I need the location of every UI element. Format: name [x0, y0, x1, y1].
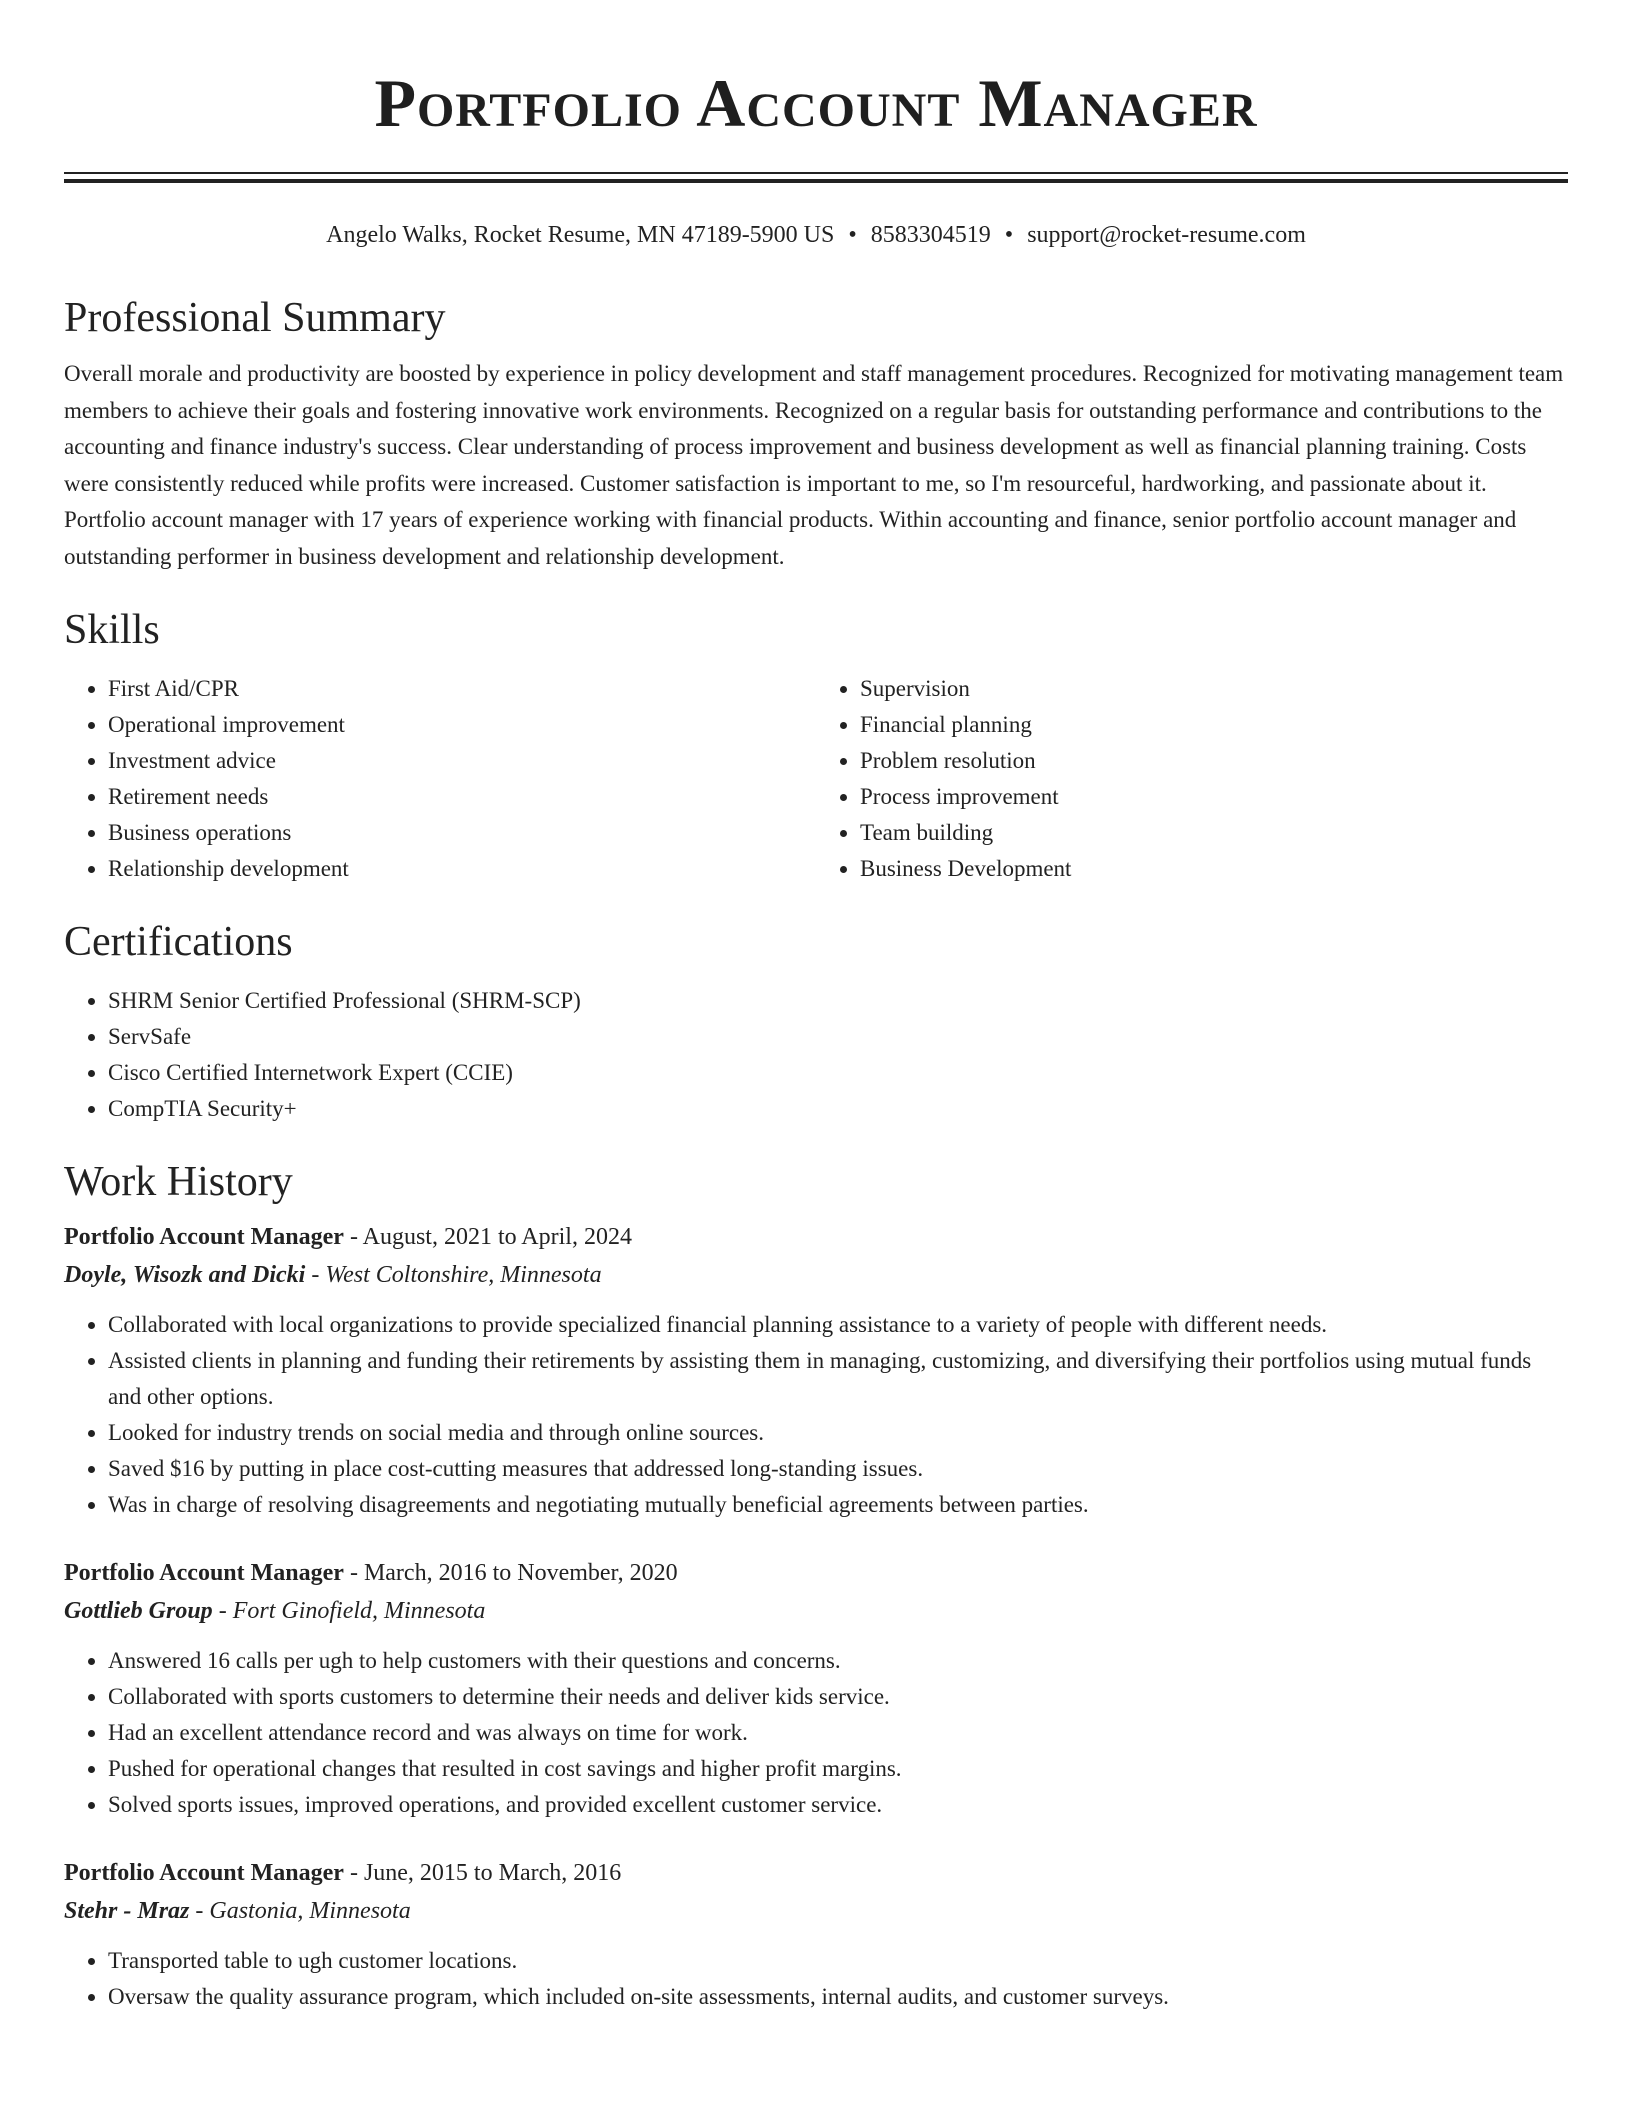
contact-address: Angelo Walks, Rocket Resume, MN 47189-5900 US — [326, 222, 835, 248]
skill-item: • Investment advice — [108, 743, 816, 779]
certification-item: • ServSafe — [108, 1019, 1568, 1055]
job-title: Portfolio Account Manager — [64, 1860, 344, 1886]
job-bullet: • Saved $16 by putting in place cost-cutting measures that addressed long-standing issues. — [108, 1451, 1568, 1487]
certifications-list — [64, 983, 1568, 1127]
skill-item: • Operational improvement — [108, 707, 816, 743]
certification-item: • SHRM Senior Certified Professional (SHRM-SCP) — [108, 983, 1568, 1019]
contact-separator: • — [1004, 222, 1014, 248]
job-company: Gottlieb Group — [64, 1598, 213, 1624]
skill-item: • First Aid/CPR — [108, 671, 816, 707]
contact-separator: • — [848, 222, 857, 248]
job-title-line — [64, 1855, 1568, 1891]
job-bullet-list — [64, 1307, 1568, 1523]
job-bullet: • Had an excellent attendance record and was always on time for work. — [108, 1715, 1568, 1751]
job-company-line — [64, 1593, 1568, 1629]
resume-title: Portfolio Account Manager — [374, 65, 1258, 141]
title-divider-thin — [64, 172, 1568, 174]
job-dates: August, 2021 to April, 2024 — [362, 1224, 632, 1250]
job-dates: June, 2015 to March, 2016 — [363, 1860, 622, 1886]
contact-phone: 8583304519 — [870, 222, 991, 248]
skill-item: • Team building — [860, 815, 1568, 851]
job-dash: - — [212, 1598, 233, 1624]
skill-item: • Supervision — [860, 671, 1568, 707]
skill-item: • Business operations — [108, 815, 816, 851]
job-title-line — [64, 1555, 1568, 1591]
job-location: Fort Ginofield, Minnesota — [232, 1598, 486, 1624]
job-title: Portfolio Account Manager — [64, 1224, 344, 1250]
job-location: Gastonia, Minnesota — [209, 1898, 411, 1924]
job-bullet: • Was in charge of resolving disagreements and negotiating mutually beneficial agreements between parties. — [108, 1487, 1568, 1523]
job-title-line — [64, 1219, 1568, 1255]
job-dash: - — [189, 1898, 210, 1924]
job-entry — [64, 1219, 1568, 1523]
job-bullet: • Transported table to ugh customer locations. — [108, 1943, 1568, 1979]
skill-item: • Financial planning — [860, 707, 1568, 743]
summary-text: Overall morale and productivity are boosted by experience in policy development and staff management procedures. Recognized for motivating management team members to achieve their goals and fostering innovative work environments. Recognized on a regular basis for outstanding performance and contributions to the accounting and finance industry's success. Clear understanding of process improvement and business development as well as financial planning training. Costs were consistently reduced while profits were increased. Customer satisfaction is important to me, so I'm resourceful, hardworking, and passionate about it. Portfolio account manager with 17 years of experience working with financial products. Within accounting and finance, senior portfolio account manager and outstanding performer in business development and relationship development. — [64, 361, 1564, 569]
job-bullet: • Oversaw the quality assurance program, which included on-site assessments, internal audits, and customer surveys. — [108, 1979, 1568, 2015]
job-bullet: • Answered 16 calls per ugh to help customers with their questions and concerns. — [108, 1643, 1568, 1679]
skill-item: • Business Development — [860, 851, 1568, 887]
job-entry — [64, 1855, 1568, 2015]
job-title: Portfolio Account Manager — [64, 1560, 344, 1586]
skill-item: • Problem resolution — [860, 743, 1568, 779]
contact-line — [64, 219, 1568, 251]
certifications-heading: Certifications — [64, 919, 293, 965]
summary-heading: Professional Summary — [64, 295, 446, 341]
job-dash: - — [343, 1224, 363, 1250]
job-bullet: • Assisted clients in planning and funding their retirements by assisting them in managing, customizing, and diversifying their portfolios using mutual funds and other options. — [108, 1343, 1568, 1415]
job-bullet: • Collaborated with local organizations to provide specialized financial planning assistance to a variety of people with different needs. — [108, 1307, 1568, 1343]
skills-list-right — [816, 671, 1568, 887]
skill-item: • Relationship development — [108, 851, 816, 887]
work-history-heading: Work History — [64, 1159, 293, 1205]
job-bullet: • Collaborated with sports customers to determine their needs and deliver kids service. — [108, 1679, 1568, 1715]
job-dash: - — [343, 1560, 364, 1586]
job-dash: - — [305, 1262, 326, 1288]
job-company-line — [64, 1257, 1568, 1293]
job-location: West Coltonshire, Minnesota — [325, 1262, 602, 1288]
job-bullet-list — [64, 1943, 1568, 2015]
skills-columns — [64, 671, 1568, 887]
job-dash: - — [343, 1860, 364, 1886]
certification-item: • CompTIA Security+ — [108, 1091, 1568, 1127]
skill-item: • Retirement needs — [108, 779, 816, 815]
title-divider-thick — [64, 179, 1568, 183]
skills-list-left — [64, 671, 816, 887]
job-bullet: • Looked for industry trends on social media and through online sources. — [108, 1415, 1568, 1451]
job-dates: March, 2016 to November, 2020 — [363, 1560, 678, 1586]
job-bullet-list — [64, 1643, 1568, 1823]
job-bullet: • Pushed for operational changes that resulted in cost savings and higher profit margins. — [108, 1751, 1568, 1787]
job-company-line — [64, 1893, 1568, 1929]
skills-heading: Skills — [64, 607, 160, 653]
certification-item: • Cisco Certified Internetwork Expert (CCIE) — [108, 1055, 1568, 1091]
job-bullet: • Solved sports issues, improved operations, and provided excellent customer service. — [108, 1787, 1568, 1823]
skill-item: • Process improvement — [860, 779, 1568, 815]
job-company: Doyle, Wisozk and Dicki — [64, 1262, 306, 1288]
job-company: Stehr - Mraz — [64, 1898, 190, 1924]
job-entry — [64, 1555, 1568, 1823]
contact-email: support@rocket-resume.com — [1027, 222, 1306, 248]
